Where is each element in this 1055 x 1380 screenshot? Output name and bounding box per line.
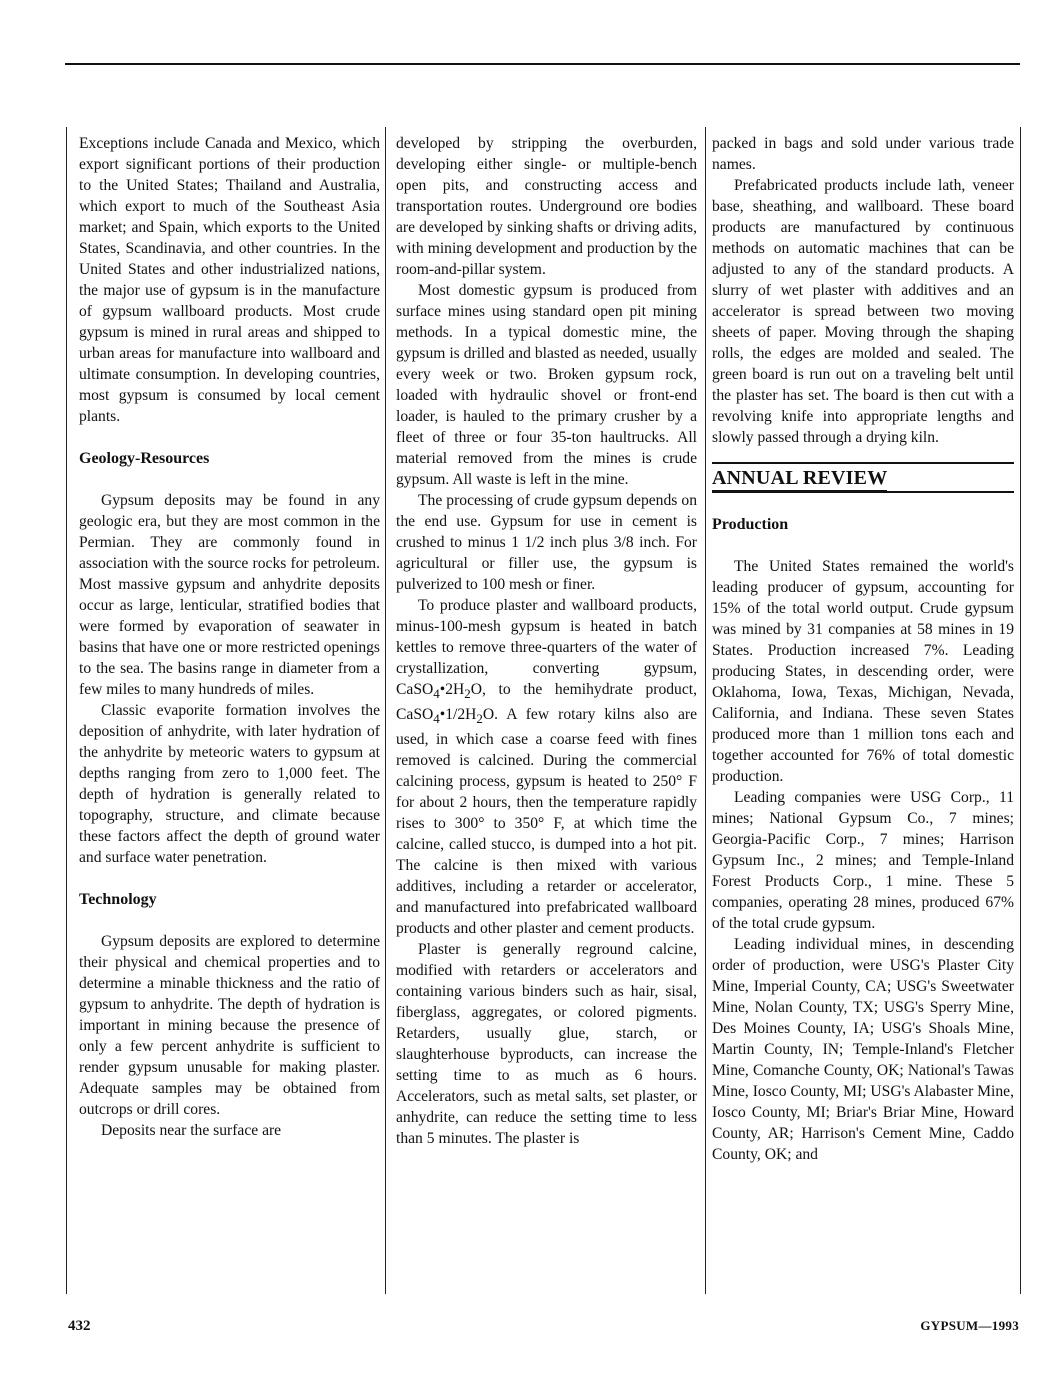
subscript: 4 (433, 686, 440, 702)
section-banner (712, 462, 1014, 493)
paragraph: Prefabricated products include lath, veneer base, sheathing, and wallboard. These board products are manufactured by continuous methods on automatic machines that can be adjusted to any of the standard products. A slurry of wet plaster with additives and an accelerator is spread between two moving sheets of paper. Moving through the shaping rolls, the edges are molded and sealed. The green board is run out on a traveling belt until the plaster has set. The board is then cut with a revolving knife into appropriate lengths and slowly passed through a drying kiln. (712, 177, 1014, 446)
paragraph-chemistry (396, 595, 697, 939)
paragraph: developed by stripping the overburden, developing either single- or multiple-bench open pits, and constructing access and transportation routes. Underground ore bodies are developed by sinking shafts or driving adits, with mining development and production by the room-and-pillar system. (396, 135, 697, 278)
subscript: 2 (476, 711, 483, 727)
column-3 (705, 127, 1021, 1294)
paragraph: Most domestic gypsum is produced from surface mines using standard open pit mining methods. In a typical domestic mine, the gypsum is drilled and blasted as needed, usually every week or two. Broken gypsum rock, loaded with hydraulic shovel or front-end loader, is hauled to the primary crusher by a fleet of three or four 35-ton haultrucks. All material removed from the mines is crude gypsum. All waste is left in the mine. (396, 282, 697, 488)
subscript: 2 (464, 686, 471, 702)
subscript: 4 (433, 711, 440, 727)
page-number: 432 (68, 1318, 91, 1334)
running-footer: GYPSUM—1993 (920, 1318, 1019, 1333)
text-run: •2H (439, 681, 465, 698)
paragraph: Plaster is generally reground calcine, modified with retarders or accelerators and containing various binders such as hair, sisal, fiberglass, aggregates, or colored pigments. Retarders, usually glue, starch, or slaughterhouse byproducts, can increase the setting time to as much as 6 hours. Accelerators, such as metal salts, set plaster, or anhydrite, can reduce the setting time to less than 5 minutes. The plaster is (396, 941, 697, 1148)
paragraph: The United States remained the world's leading producer of gypsum, accounting for 15% of the total world output. Crude gypsum was mined by 31 companies at 58 mines in 19 States. Production increased 7%. Leading producing States, in descending order, were Oklahoma, Iowa, Texas, Michigan, Nevada, California, and Indiana. These seven States produced more than 1 million tons each and together accounted for 76% of total domestic production. (712, 558, 1014, 785)
paragraph: Leading individual mines, in descending order of production, were USG's Plaster City Mine, Imperial County, CA; USG's Sweetwater Mine, Nolan County, TX; USG's Sperry Mine, Des Moines County, IA; USG's Shoals Mine, Martin County, IN; Temple-Inland's Fletcher Mine, Comanche County, OK; National's Tawas Mine, Iosco County, MI; USG's Alabaster Mine, Iosco County, MI; Briar's Briar Mine, Howard County, AR; Harrison's Cement Mine, Caddo County, OK; and (712, 936, 1014, 1163)
paragraph: Gypsum deposits may be found in any geologic era, but they are most common in the Permian. They are commonly found in association with the source rocks for petroleum. Most massive gypsum and anhydrite deposits occur as large, lenticular, stratified bodies that were formed by evaporation of seawater in basins that have one or more restricted openings to the sea. The basins range in diameter from a few miles to many hundreds of miles. (79, 492, 380, 698)
text-run: O, to the hemihydrate product, CaSO (396, 681, 697, 724)
column-1 (66, 127, 386, 1294)
header-rule (65, 63, 1020, 65)
paragraph: Leading companies were USG Corp., 11 mines; National Gypsum Co., 7 mines; Georgia-Pacific Corp., 7 mines; Harrison Gypsum Inc., 2 mines; and Temple-Inland Forest Products Corp., 1 mine. These 5 companies, operating 28 mines, produced 67% of the total crude gypsum. (712, 789, 1014, 932)
paragraph: The processing of crude gypsum depends on the end use. Gypsum for use in cement is crushed to minus 1 1/2 inch plus 3/8 inch. For agricultural or filler use, the gypsum is pulverized to 100 mesh or finer. (396, 492, 697, 593)
column-2 (385, 127, 705, 1294)
paragraph: Classic evaporite formation involves the deposition of anhydrite, with later hydration of the anhydrite by meteoric waters to gypsum at depths ranging from zero to 1,000 feet. The depth of hydration is generally related to topography, structure, and climate because these factors affect the depth of ground water and surface water penetration. (79, 702, 380, 866)
paragraph: Gypsum deposits are explored to determine their physical and chemical properties and to determine a minable thickness and the ratio of gypsum to anhydrite. The depth of hydration is important in mining because the presence of only a few percent anhydrite is sufficient to render gypsum unusable for making plaster. Adequate samples may be obtained from outcrops or drill cores. (79, 933, 380, 1118)
paragraph: Exceptions include Canada and Mexico, which export significant portions of their production to the United States; Thailand and Australia, which export to much of the Southeast Asia market; and Spain, which exports to the United States, Scandinavia, and other countries. In the United States and other industrialized nations, the major use of gypsum is in the manufacture of gypsum wallboard products. Most crude gypsum is mined in rural areas and shipped to urban areas for manufacture into wallboard and ultimate consumption. In developing countries, most gypsum is consumed by local cement plants. (79, 135, 380, 425)
section-heading-geology: Geology-Resources (79, 450, 210, 467)
paragraph: packed in bags and sold under various trade names. (712, 135, 1014, 173)
section-heading-technology: Technology (79, 891, 157, 908)
text-run: •1/2H (439, 706, 477, 724)
paragraph: Deposits near the surface are (101, 1122, 282, 1139)
text-run: O. A few rotary kilns also are used, in which case a coarse feed with fines removed is calcined. During the commercial calcining process, gypsum is heated to 250° F for about 2 hours, then the temperature rapidly rises to 300° to 350° F, at which time the calcine, called stucco, is dumped into a hot pit. The calcine is then mixed with various additives, including a retarder or accelerator, and manufactured into prefabricated wallboard products and other plaster and cement products. (396, 706, 697, 938)
text-run: To produce plaster and wallboard products, minus-100-mesh gypsum is heated in batch kettles to remove three-quarters of the water of crystallization, converting gypsum, CaSO (396, 597, 697, 698)
section-heading-production: Production (712, 516, 789, 533)
section-title: ANNUAL REVIEW (712, 467, 887, 492)
